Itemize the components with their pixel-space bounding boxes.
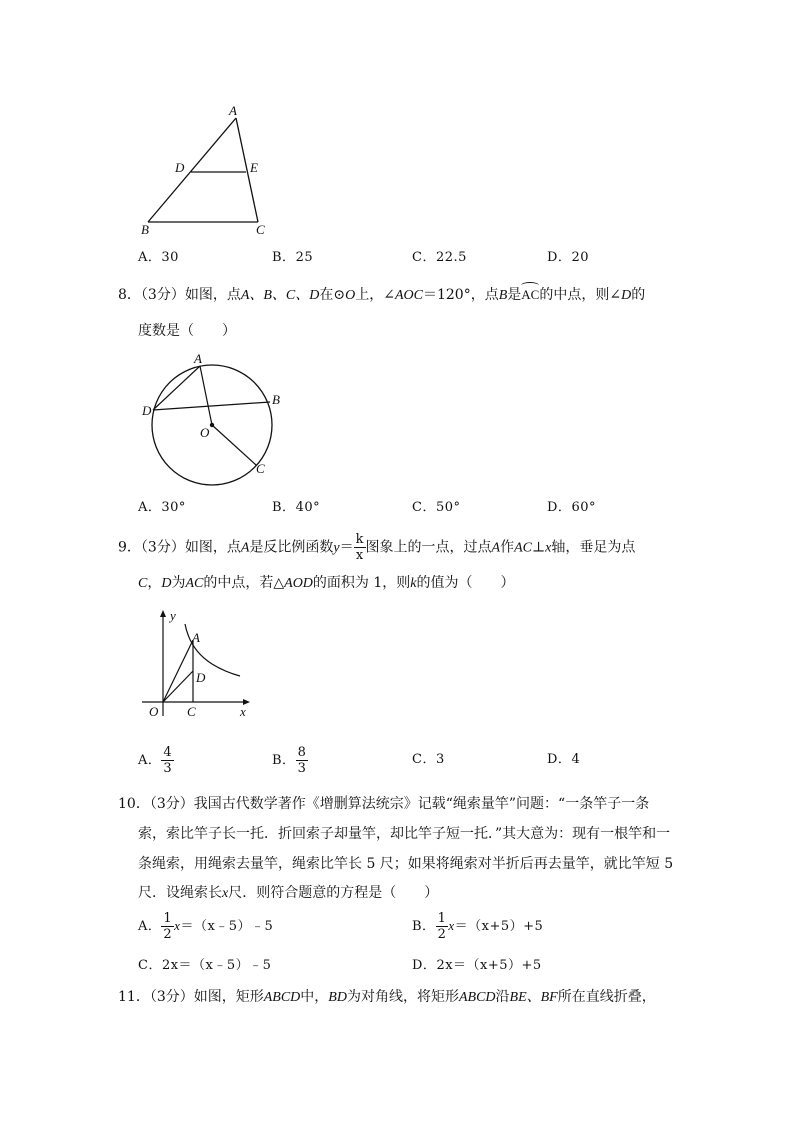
q10-option-b-num: 1	[437, 911, 447, 926]
q9-comma: ，	[147, 575, 162, 591]
q9-make: 作	[500, 539, 515, 556]
q9-label-c: C	[187, 704, 196, 719]
q9-label-d: D	[196, 670, 206, 685]
q8-label-b: B	[272, 392, 280, 407]
q10-option-a-fraction	[161, 911, 174, 942]
q9-option-d-text: 4	[571, 752, 581, 767]
q10-var-x: x	[222, 886, 229, 901]
q11-in: 中，	[300, 989, 329, 1005]
q7-label-e: E	[250, 160, 258, 175]
q8-stem-line2: 度数是（ ）	[138, 323, 236, 339]
q9-x-axis: x	[545, 540, 552, 556]
q9-option-d-letter: D．	[547, 752, 572, 767]
q8-option-a-text: 30°	[161, 500, 186, 515]
q10-option-b-letter: B．	[412, 919, 436, 934]
q7-option-b-text: 25	[295, 250, 314, 265]
q9-aod: AOD	[284, 576, 313, 591]
q10-option-a-rest: ＝（x﹣5）﹣5	[180, 919, 274, 934]
q9-label-a: A	[192, 630, 200, 645]
q8-of: 的	[631, 287, 646, 303]
q8-circle-o: O	[345, 288, 356, 303]
q7-label-a: A	[229, 103, 237, 118]
q10-option-c-text: 2x＝（x﹣5）﹣5	[161, 958, 272, 973]
q9-foot-text: 轴，垂足为点	[551, 539, 636, 556]
q9-is: 为	[171, 575, 186, 591]
q10-option-b-den: 2	[437, 927, 447, 942]
q10-stem-line2: 索，索比竿子长一托．折回索子却量竿，却比竿子短一托．”其大意为：现有一根竿和一	[138, 826, 671, 842]
q7-option-b-letter: B．	[272, 250, 296, 265]
q9-prefix: 9．（3分）如图，点	[118, 539, 241, 556]
q9-option-b-fraction	[296, 745, 309, 776]
q11-abcd2: ABCD	[458, 990, 496, 1005]
q10-option-b-rest: ＝（x+5）+5	[454, 919, 544, 934]
q8-option-b-text: 40°	[295, 500, 321, 515]
q8-points: A、B、C、D	[240, 288, 320, 303]
q8-option-d-text: 60°	[571, 500, 596, 515]
q7-label-b: B	[141, 222, 149, 237]
q9-text-graph: 图象上的一点，过点	[365, 539, 492, 556]
q8-arc-ac: AC	[521, 287, 540, 302]
q9-option-b-den: 3	[297, 761, 307, 776]
q10-stem-line1: 10．（3分）我国古代数学著作《增删算法统宗》记载“绳索量竿”问题：“一条竿子一条	[118, 796, 650, 812]
q8-angle-d: D	[621, 288, 632, 303]
q9-value-text: 的值为（ ）	[416, 575, 515, 591]
q11-stem-line1	[118, 988, 656, 1007]
q9-point-d: D	[161, 576, 172, 591]
q10-option-b-x: x	[448, 918, 455, 933]
q9-function-text: 是反比例函数	[249, 539, 334, 556]
q9-label-x: x	[240, 704, 246, 719]
q11-along: 沿	[495, 989, 510, 1005]
q8-angle-value: ＝120°，点	[422, 287, 499, 303]
q10-option-d-text: 2x＝（x+5）+5	[436, 958, 542, 973]
q9-y-arrow	[160, 610, 166, 617]
q9-segment-od	[163, 671, 193, 702]
q9-y: y	[333, 540, 340, 556]
q11-bd: BD	[328, 990, 347, 1005]
q7-option-c-text: 22.5	[435, 250, 467, 265]
q9-k: k	[410, 576, 417, 591]
q10-stem-line4	[138, 884, 438, 903]
q11-diagonal-text: 为对角线，将矩形	[346, 989, 459, 1005]
q9-perp: ⊥	[531, 539, 546, 556]
q9-option-a-den: 3	[163, 761, 173, 776]
q8-label-a: A	[194, 351, 202, 366]
q9-label-y: y	[170, 608, 176, 623]
q10-question-text: 尺．则符合题意的方程是（ ）	[228, 885, 439, 901]
q9-option-a-fraction	[161, 745, 174, 776]
q11-be-bf: BE、BF	[509, 990, 558, 1005]
q9-frac-den: x	[355, 548, 364, 563]
q8-label-d: D	[142, 403, 152, 418]
q9-point-c: C	[138, 576, 148, 591]
q11-prefix: 11．（3分）如图，矩形	[118, 989, 264, 1005]
q9-point-a2: A	[491, 540, 501, 556]
q10-option-a[interactable]	[138, 911, 273, 942]
q9-option-a-letter: A．	[138, 753, 162, 768]
q9-option-b-num: 8	[297, 745, 307, 760]
q8-option-c-text: 50°	[435, 500, 461, 515]
q8-angle-aoc: AOC	[394, 288, 423, 303]
q8-option-b-letter: B．	[272, 500, 296, 515]
q9-option-a[interactable]	[138, 745, 174, 776]
q10-let-text: 尺．设绳索长	[138, 885, 222, 901]
q8-angle-sym: 上，∠	[355, 287, 395, 303]
q10-option-a-den: 2	[163, 927, 173, 942]
q9-area-text: 的面积为 1，则	[312, 575, 411, 591]
q9-option-a-num: 4	[163, 745, 173, 760]
q8-prefix: 8．（3分）如图，点	[118, 287, 241, 303]
q8-midpoint-text: 的中点，则∠	[539, 287, 622, 303]
q9-option-d[interactable]	[547, 751, 580, 769]
q11-fold-text: 所在直线折叠，	[557, 989, 656, 1005]
q10-option-d-letter: D．	[412, 958, 437, 973]
q10-option-b-fraction	[436, 911, 449, 942]
q7-label-d: D	[175, 160, 185, 175]
q7-option-d-letter: D．	[547, 250, 572, 265]
q9-option-c-letter: C．	[412, 752, 436, 767]
q8-label-c: C	[256, 461, 265, 476]
q10-stem-line3: 条绳索，用绳索去量竿，绳索比竿长 5 尺；如果将绳索对半折后再去量竿，就比竿短 5	[138, 856, 674, 872]
q9-ac2: AC	[185, 576, 204, 591]
q8-option-c-letter: C．	[412, 500, 436, 515]
q8-option-a-letter: A．	[138, 500, 162, 515]
q7-label-c: C	[256, 222, 265, 237]
q9-option-c-text: 3	[435, 752, 445, 767]
q10-option-b[interactable]	[412, 911, 543, 942]
q10-option-c[interactable]	[138, 957, 271, 975]
q10-option-c-letter: C．	[138, 958, 162, 973]
q9-frac-num: k	[355, 532, 364, 547]
q7-option-c-letter: C．	[412, 250, 436, 265]
q11-abcd: ABCD	[263, 990, 301, 1005]
q10-option-d[interactable]	[412, 957, 542, 975]
q7-option-d-text: 20	[571, 250, 589, 265]
q10-option-a-num: 1	[163, 911, 173, 926]
q8-label-o: O	[200, 425, 210, 440]
q7-option-a-letter: A．	[138, 250, 162, 265]
q8-point-b: B	[498, 288, 508, 303]
q10-option-a-x: x	[174, 918, 181, 933]
q9-ac: AC	[514, 540, 532, 556]
q9-eq: ＝	[339, 539, 354, 556]
q10-option-a-letter: A．	[138, 919, 162, 934]
q8-on-circle: 在⊙	[319, 287, 346, 303]
q9-segment-oa	[163, 640, 193, 702]
q9-option-c[interactable]	[412, 751, 445, 769]
q9-option-b[interactable]	[272, 745, 308, 776]
q9-option-b-letter: B．	[272, 753, 296, 768]
q9-point-a: A	[240, 540, 250, 556]
q8-is: 是	[507, 287, 522, 303]
q8-option-d-letter: D．	[547, 500, 572, 515]
q9-midpoint-text: 的中点，若△	[203, 575, 285, 591]
q7-option-a-text: 30	[161, 250, 179, 265]
q9-label-o: O	[149, 704, 159, 719]
